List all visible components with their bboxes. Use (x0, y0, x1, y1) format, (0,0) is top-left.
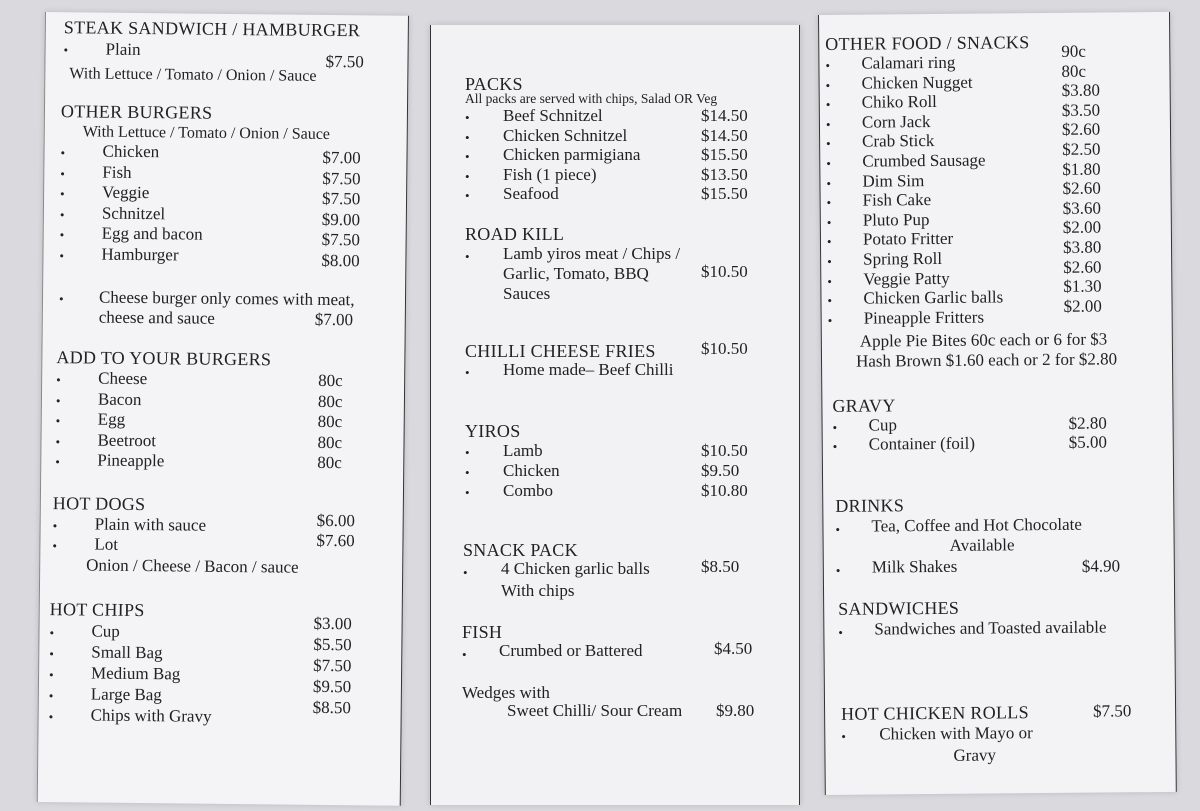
menu-item-name: cheese and sauce (98, 307, 216, 328)
menu-item-name: Gravy (953, 745, 997, 765)
bullet: • (60, 165, 65, 181)
menu-item-name: Medium Bag (90, 663, 181, 684)
menu-item-name: Potato Fritter (862, 229, 954, 250)
menu-item-price: $2.00 (1063, 296, 1102, 316)
menu-item-price: $3.80 (1061, 80, 1101, 101)
bullet: • (465, 465, 470, 480)
menu-item-price: $14.50 (701, 125, 748, 145)
bullet: • (55, 433, 61, 449)
menu-item-price: $3.80 (1062, 237, 1102, 257)
bullet: • (825, 57, 831, 73)
menu-item-name: Hamburger (101, 244, 179, 265)
menu-item-price: $4.90 (1081, 556, 1121, 576)
menu-item-price: $7.50 (325, 51, 364, 72)
menu-item-price: $7.00 (314, 309, 354, 330)
bullet: • (835, 562, 841, 578)
section-heading: OTHER FOOD / SNACKS (825, 32, 1030, 54)
menu-item-name: Dim Sim (862, 170, 925, 191)
section-heading: SNACK PACK (463, 540, 578, 560)
bullet: • (465, 365, 470, 380)
menu-item-name: Egg (97, 409, 126, 429)
bullet: • (48, 688, 54, 704)
menu-item-price: 80c (317, 391, 343, 411)
menu-item-price: 80c (317, 411, 343, 432)
bullet: • (462, 647, 467, 662)
menu-item-price: $13.50 (701, 164, 748, 184)
menu-item-name: Wedges with (462, 683, 550, 702)
menu-item-name: Chips with Gravy (90, 705, 212, 726)
menu-item-name: Beef Schnitzel (503, 106, 603, 125)
menu-item-name: Bacon (97, 389, 142, 409)
menu-item-name: Chicken Nugget (861, 72, 973, 93)
bullet: • (52, 538, 58, 554)
menu-item-name: With chips (501, 581, 575, 600)
menu-item-name: Cheese burger only comes with meat, (98, 287, 355, 310)
menu-item-name: Plain (105, 39, 141, 60)
menu-item-name: Schnitzel (101, 203, 166, 224)
bullet: • (49, 625, 55, 641)
menu-item-price: $10.50 (701, 441, 748, 460)
bullet: • (59, 227, 65, 243)
menu-item-price: $1.30 (1063, 276, 1102, 297)
menu-item-name: Chicken parmigiana (503, 145, 641, 164)
menu-item-name: Pluto Pup (862, 209, 930, 230)
menu-item-price: $14.50 (701, 106, 748, 125)
menu-note: Apple Pie Bites 60c each or 6 for $3 (859, 329, 1108, 351)
menu-item-price: $9.50 (312, 676, 352, 697)
menu-item-name: Large Bag (90, 684, 162, 705)
section-note: All packs are served with chips, Salad OR Veg (465, 91, 718, 106)
bullet: • (60, 186, 65, 202)
menu-item-price: $8.50 (312, 697, 352, 718)
bullet: • (465, 188, 470, 203)
menu-item-name: Crumbed or Battered (499, 641, 643, 660)
bullet: • (465, 249, 470, 264)
bullet: • (58, 291, 64, 307)
section-heading: PACKS (465, 74, 523, 94)
menu-item-name: Pineapple (97, 450, 165, 471)
menu-panel-right (818, 12, 1177, 795)
menu-item-name: Chicken (503, 461, 560, 480)
menu-item-name: Fish (102, 162, 132, 182)
bullet: • (826, 234, 832, 250)
menu-item-price: $15.50 (701, 184, 748, 203)
menu-item-price: $2.80 (1068, 413, 1107, 433)
bullet: • (55, 392, 61, 408)
bullet: • (838, 624, 844, 640)
section-heading: SANDWICHES (838, 597, 960, 619)
menu-item-price: $9.50 (701, 461, 740, 480)
menu-item-price: $7.50 (1093, 701, 1132, 721)
menu-item-price: $7.50 (321, 189, 361, 209)
menu-item-price: $8.00 (321, 250, 360, 271)
menu-item-price: $2.60 (1062, 178, 1101, 199)
bullet: • (465, 168, 470, 184)
menu-item-name: Calamari ring (861, 52, 956, 73)
bullet: • (59, 206, 65, 223)
menu-item-name: Seafood (503, 184, 559, 203)
menu-item-name: Small Bag (91, 642, 163, 663)
menu-item-name: Milk Shakes (871, 556, 958, 577)
menu-item-name: Lot (94, 534, 119, 554)
section-note: Onion / Cheese / Bacon / sauce (86, 555, 299, 577)
section-heading: FISH (462, 622, 503, 642)
bullet: • (465, 149, 470, 164)
menu-item-name: Pineapple Fritters (863, 307, 985, 328)
menu-item-name: Plain with sauce (94, 514, 207, 535)
section-heading: OTHER BURGERS (60, 101, 213, 123)
menu-item-price: $6.00 (316, 510, 356, 531)
section-heading: YIROS (465, 421, 521, 441)
bullet: • (52, 518, 58, 534)
bullet: • (55, 454, 60, 470)
menu-item-name: Sandwiches and Toasted available (874, 617, 1107, 639)
menu-item-name: Egg and bacon (101, 223, 203, 245)
menu-item-price: $9.80 (716, 701, 755, 720)
menu-item-price: $2.00 (1062, 217, 1102, 238)
bullet: • (826, 175, 832, 191)
bullet: • (826, 136, 831, 152)
bullet: • (835, 521, 841, 537)
bullet: • (832, 419, 838, 435)
menu-item-price: $2.60 (1063, 257, 1102, 277)
bullet: • (826, 195, 832, 211)
menu-item-name: Combo (503, 481, 554, 500)
menu-item-name: Chiko Roll (861, 92, 937, 112)
menu-item-name: Beetroot (97, 430, 157, 450)
menu-item-price: $7.00 (322, 147, 361, 168)
menu-panel-middle (430, 25, 800, 805)
bullet: • (827, 253, 832, 269)
bullet: • (827, 273, 832, 289)
menu-item-price: $15.50 (701, 145, 748, 164)
menu-item-price: $10.50 (701, 339, 748, 358)
menu-item-name: Cup (868, 415, 898, 435)
bullet: • (465, 129, 470, 145)
menu-item-price: 90c (1061, 41, 1086, 61)
bullet: • (48, 709, 54, 725)
bullet: • (465, 110, 470, 125)
section-heading: STEAK SANDWICH / HAMBURGER (63, 17, 361, 41)
bullet: • (827, 312, 833, 328)
menu-item-price: $7.50 (313, 655, 352, 676)
bullet: • (465, 445, 470, 460)
menu-item-name: 4 Chicken garlic balls (501, 559, 650, 578)
menu-item-name: Sauces (503, 284, 551, 303)
menu-item-price: $7.60 (316, 530, 355, 551)
menu-item-name: Veggie (102, 182, 150, 203)
menu-item-price: $3.00 (313, 613, 352, 634)
bullet: • (825, 116, 831, 132)
menu-item-price: $3.60 (1062, 198, 1102, 218)
section-heading: CHILLI CHEESE FRIES (465, 341, 656, 361)
bullet: • (827, 293, 833, 309)
bullet: • (465, 485, 470, 500)
menu-item-name: Fish (1 piece) (503, 164, 597, 184)
menu-item-price: $5.00 (1068, 432, 1108, 452)
menu-item-price: $3.50 (1061, 100, 1101, 120)
menu-item-price: $9.00 (321, 209, 361, 230)
bullet: • (825, 97, 831, 113)
menu-item-name: Cup (91, 621, 120, 641)
menu-item-name: Tea, Coffee and Hot Chocolate (871, 514, 1082, 536)
bullet: • (59, 248, 65, 264)
bullet: • (825, 77, 831, 93)
section-heading: ROAD KILL (465, 224, 565, 244)
bullet: • (55, 413, 61, 429)
menu-item-name: Container (foil) (868, 433, 976, 454)
menu-item-name: Crab Stick (862, 131, 935, 152)
section-heading: GRAVY (832, 395, 896, 416)
bullet: • (56, 372, 61, 388)
menu-item-name: Chicken Schnitzel (503, 125, 628, 145)
menu-item-price: 80c (317, 452, 342, 473)
menu-item-name: Lamb (503, 441, 543, 460)
menu-item-name: Veggie Patty (863, 268, 950, 289)
menu-item-name: Sweet Chilli/ Sour Cream (507, 701, 683, 720)
bullet: • (63, 42, 69, 58)
section-heading: HOT CHICKEN ROLLS (841, 702, 1029, 724)
menu-item-price: $1.80 (1062, 159, 1101, 179)
menu-item-name: Spring Roll (863, 248, 943, 269)
menu-item-price: $2.60 (1061, 119, 1101, 140)
section-heading: ADD TO YOUR BURGERS (56, 347, 272, 370)
bullet: • (463, 565, 468, 580)
menu-item-name: Fish Cake (862, 190, 932, 210)
menu-item-price: $2.50 (1062, 139, 1101, 159)
bullet: • (826, 155, 831, 171)
menu-item-name: Lamb yiros meat / Chips / (503, 244, 681, 263)
menu-item-name: Crumbed Sausage (862, 150, 986, 171)
menu-item-price: $7.50 (322, 168, 361, 188)
section-heading: HOT CHIPS (49, 599, 145, 621)
bullet: • (832, 438, 838, 454)
bullet: • (49, 646, 54, 662)
menu-item-name: Chicken (102, 141, 160, 162)
section-note: With Lettuce / Tomato / Onion / Sauce (69, 65, 317, 85)
menu-item-name: Corn Jack (861, 111, 931, 132)
section-heading: HOT DOGS (52, 493, 146, 515)
menu-item-name: Garlic, Tomato, BBQ (503, 264, 649, 283)
menu-item-name: Chicken with Mayo or (879, 723, 1033, 744)
menu-item-name: Chicken Garlic balls (863, 287, 1004, 308)
menu-item-name: Cheese (98, 368, 148, 389)
menu-item-price: $4.50 (714, 639, 753, 658)
menu-item-price: $7.50 (321, 230, 360, 250)
menu-item-name: Home made– Beef Chilli (503, 360, 674, 379)
menu-item-price: $5.50 (313, 634, 352, 655)
menu-item-name: Available (949, 535, 1015, 555)
bullet: • (60, 145, 66, 161)
section-note: With Lettuce / Tomato / Onion / Sauce (82, 123, 331, 143)
menu-item-price: $10.80 (701, 481, 748, 500)
section-heading: DRINKS (835, 495, 905, 516)
menu-item-price: $10.50 (701, 262, 748, 281)
menu-item-price: 80c (1061, 61, 1087, 81)
menu-item-price: 80c (317, 432, 343, 452)
bullet: • (826, 214, 832, 230)
bullet: • (48, 667, 54, 683)
menu-item-price: 80c (318, 370, 343, 391)
menu-panel-left (37, 12, 409, 806)
menu-note: Hash Brown $1.60 each or 2 for $2.80 (855, 349, 1118, 371)
menu-item-price: $8.50 (701, 557, 740, 576)
bullet: • (841, 728, 846, 744)
